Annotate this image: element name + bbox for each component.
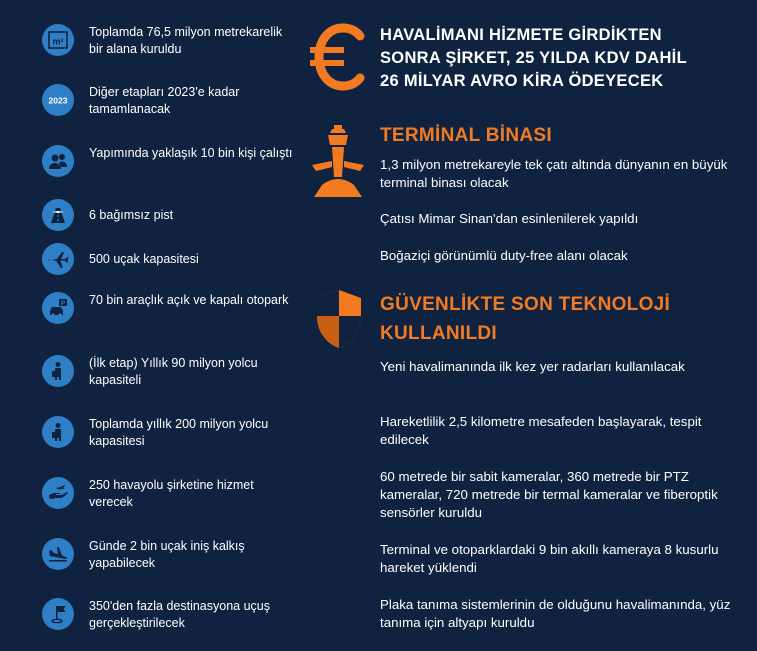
euro-headline-line: SONRA ŞİRKET, 25 YILDA KDV DAHİL bbox=[380, 49, 687, 67]
euro-headline-line: 26 MİLYAR AVRO KİRA ÖDEYECEK bbox=[380, 72, 664, 90]
service-hand-icon bbox=[42, 477, 74, 509]
security-title bbox=[380, 292, 670, 347]
parking-car-icon bbox=[42, 292, 74, 324]
security-item: Plaka tanıma sistemlerinin de olduğunu havalimanında, yüz tanıma için altyapı kuruldu bbox=[380, 597, 731, 630]
destination-flag-icon bbox=[42, 598, 74, 630]
fact-workers bbox=[0, 145, 300, 197]
fact-text: 350'den fazla destinasyona uçuş gerçekleştirilecek bbox=[89, 599, 270, 630]
fact-planes bbox=[0, 243, 300, 295]
fact-text: Yapımında yaklaşık 10 bin kişi çalıştı bbox=[89, 146, 293, 160]
fact-area bbox=[0, 24, 300, 76]
fact-text: 6 bağımsız pist bbox=[89, 208, 174, 222]
fact-destinations bbox=[0, 598, 300, 650]
terminal-item: Çatısı Mimar Sinan'dan esinlenilerek yapıldı bbox=[380, 211, 639, 226]
svg-text:m²: m² bbox=[52, 36, 64, 47]
fact-text: Toplamda 76,5 milyon metrekarelik bir alana kuruldu bbox=[89, 25, 283, 56]
security-title-line: KULLANILDI bbox=[380, 323, 497, 344]
terminal-title: TERMİNAL BİNASI bbox=[380, 125, 552, 146]
fact-text: Diğer etapları 2023'e kadar tamamlanacak bbox=[89, 85, 240, 116]
airplane-icon bbox=[42, 243, 74, 275]
fact-passengers-phase1 bbox=[0, 355, 300, 407]
fact-airlines bbox=[0, 477, 300, 529]
fact-parking bbox=[0, 292, 300, 344]
area-m2-icon bbox=[42, 24, 74, 56]
fact-text: Günde 2 bin uçak iniş kalkış yapabilecek bbox=[89, 539, 245, 570]
passenger-total-icon bbox=[42, 416, 74, 448]
control-tower-icon bbox=[310, 125, 366, 210]
passenger-icon bbox=[42, 355, 74, 387]
fact-passengers-total bbox=[0, 416, 300, 468]
fact-flights bbox=[0, 538, 300, 590]
euro-icon bbox=[308, 22, 368, 97]
runway-icon bbox=[42, 199, 74, 231]
fact-text: Toplamda yıllık 200 milyon yolcu kapasitesi bbox=[89, 417, 269, 448]
security-item: Terminal ve otoparklardaki 9 bin akıllı kameraya 8 kusurlu hareket yüklendi bbox=[380, 542, 719, 575]
euro-headline-line: HAVALİMANI HİZMETE GİRDİKTEN bbox=[380, 26, 662, 44]
security-title-line: GÜVENLİKTE SON TEKNOLOJİ bbox=[380, 294, 671, 315]
svg-text:2023: 2023 bbox=[48, 95, 68, 106]
security-item: 60 metrede bir sabit kameralar, 360 metrede bir PTZ kameralar, 720 metrede bir termal kameralar ve fiberoptik sensörler kuruldu bbox=[380, 469, 718, 520]
fact-text: 250 havayolu şirketine hizmet verecek bbox=[89, 478, 254, 509]
year-2023-icon bbox=[42, 84, 74, 116]
svg-text:P: P bbox=[60, 301, 66, 307]
fact-text: (İlk etap) Yıllık 90 milyon yolcu kapasiteli bbox=[89, 356, 258, 387]
security-shield-icon bbox=[314, 288, 364, 355]
euro-headline bbox=[380, 24, 687, 93]
security-item: Hareketlilik 2,5 kilometre mesafeden başlayarak, tespit edilecek bbox=[380, 414, 702, 447]
facts-column bbox=[0, 0, 300, 651]
terminal-item: 1,3 milyon metrekareyle tek çatı altında dünyanın en büyük terminal binası olacak bbox=[380, 157, 728, 190]
fact-text: 70 bin araçlık açık ve kapalı otopark bbox=[89, 293, 289, 307]
fact-text: 500 uçak kapasitesi bbox=[89, 252, 199, 266]
landing-plane-icon bbox=[42, 538, 74, 570]
terminal-item: Boğaziçi görünümlü duty-free alanı olacak bbox=[380, 248, 628, 263]
security-item: Yeni havalimanında ilk kez yer radarları kullanılacak bbox=[380, 359, 685, 374]
workers-icon bbox=[42, 145, 74, 177]
fact-2023 bbox=[0, 84, 300, 136]
details-column bbox=[300, 0, 757, 651]
